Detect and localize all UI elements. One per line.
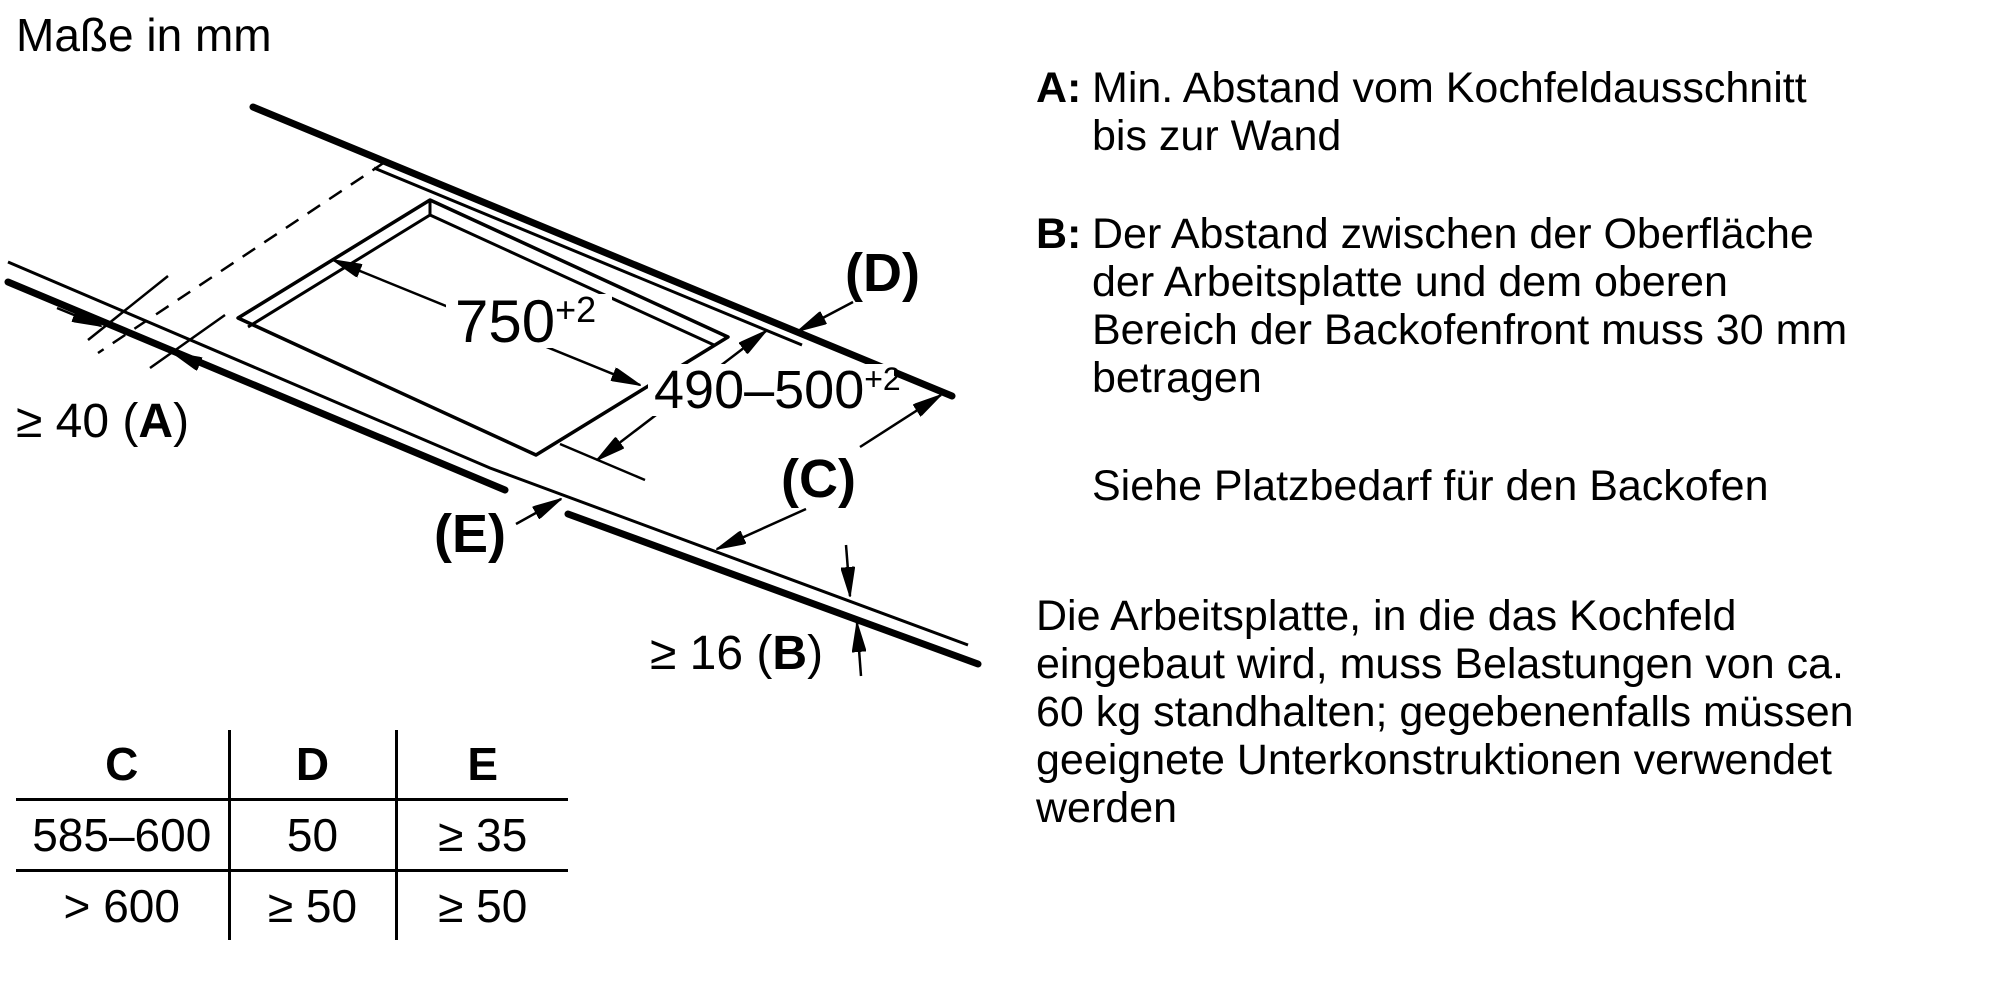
- table-header-row: [16, 730, 568, 800]
- table-cell: ≥ 50: [229, 871, 396, 941]
- label-c: (C): [781, 449, 856, 509]
- table-cell: 50: [229, 800, 396, 871]
- dim-width-text: $750^{+2}$: [455, 288, 597, 355]
- table-header-e: E: [396, 730, 568, 800]
- dim-b-text: ≥ 16 (B): [650, 627, 824, 680]
- table-cell: > 600: [63, 880, 180, 932]
- dim-depth-text: $490-500^{+2}$: [654, 360, 901, 420]
- cutout-inner-edge-left: [248, 215, 430, 327]
- worktop-front-bottom-edge-1: [8, 282, 505, 490]
- dimensions-table: [16, 730, 568, 940]
- note-load-line: werden: [1036, 784, 1178, 832]
- table-cell: ≥ 50: [396, 871, 568, 941]
- label-d: (D): [845, 243, 920, 303]
- dim-b-arrow-down: [846, 545, 850, 596]
- note-load-line: geeignete Unterkonstruktionen verwendet: [1036, 736, 1833, 784]
- note-b: [1036, 210, 1847, 402]
- table-cell: 585–600: [16, 800, 229, 871]
- note-load-line: Die Arbeitsplatte, in die das Kochfeld: [1036, 592, 1737, 640]
- label-d-arrow: [798, 302, 853, 331]
- note-b-line: Der Abstand zwischen der Oberfläche: [1092, 210, 1814, 258]
- table-row: [16, 800, 568, 871]
- label-c-arrow-down: [717, 509, 806, 549]
- note-b-line: Bereich der Backofenfront muss 30 mm: [1092, 306, 1848, 354]
- note-a: [1036, 64, 1807, 160]
- dim-b-arrow-up: [857, 623, 861, 676]
- table-header-d: D: [229, 730, 396, 800]
- table-header-c: C: [16, 730, 229, 800]
- cutout-bottom-extension-line: [560, 444, 645, 480]
- note-b-line: der Arbeitsplatte und dem oberen: [1092, 258, 1728, 306]
- dim-a-text: ≥ 40 (A): [16, 395, 190, 448]
- label-e-arrow: [516, 499, 561, 524]
- table-cell: ≥ 35: [396, 800, 568, 871]
- note-load-line: eingebaut wird, muss Belastungen von ca.: [1036, 640, 1844, 688]
- page-title: Maße in mm: [16, 9, 272, 61]
- cutout-hidden-extension-dashed: [98, 162, 385, 353]
- note-a-key: A:: [1036, 64, 1082, 112]
- note-load: [1036, 592, 1854, 832]
- note-a-line: bis zur Wand: [1092, 112, 1342, 160]
- note-load-line: 60 kg standhalten; gegebenenfalls müssen: [1036, 688, 1854, 736]
- note-b-line: betragen: [1092, 354, 1262, 402]
- note-b-key: B:: [1036, 210, 1082, 258]
- table-row: [16, 871, 568, 941]
- note-see-also: Siehe Platzbedarf für den Backofen: [1092, 462, 1769, 510]
- label-e: (E): [434, 504, 506, 564]
- note-a-line: Min. Abstand vom Kochfeldausschnitt: [1092, 64, 1807, 112]
